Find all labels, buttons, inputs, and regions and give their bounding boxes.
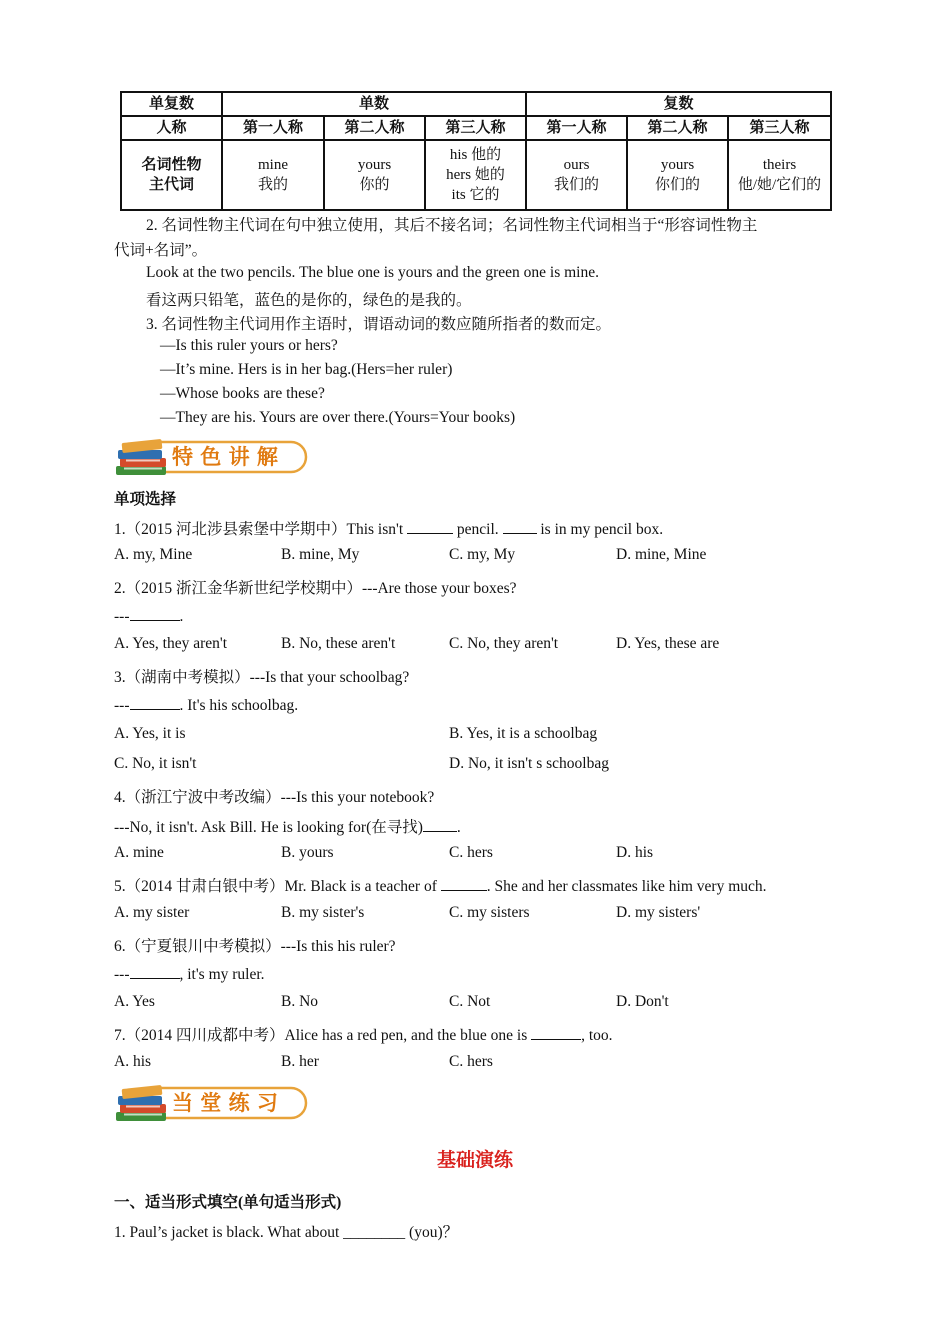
dialogue-line: —Whose books are these? [160,385,325,402]
fill-question-1: 1. Paul’s jacket is black. What about ________ (you)？ [114,1224,459,1241]
possessive-pronoun-table [120,91,832,211]
table-cell: theirs 他/她/它们的 [728,140,831,210]
option-d: D. my sisters' [616,904,701,921]
answer-blank [407,519,453,534]
question-6: 6.（宁夏银川中考模拟）---Is this his ruler? [114,938,396,955]
table-header-third-singular: 第三人称 [425,116,526,140]
option-c: C. No, it isn't [114,755,197,772]
option-c: C. my sisters [449,904,530,921]
table-row-label: 名词性物 主代词 [121,140,222,210]
question-3-answer: --- . It's his schoolbag. [114,697,299,714]
dialogue-line: —It’s mine. Hers is in her bag.(Hers=her ruler) [160,361,453,378]
table-cell: his 他的 hers 她的 its 它的 [425,140,526,210]
answer-blank [503,519,537,534]
option-b: B. No [281,993,319,1010]
question-4: 4.（浙江宁波中考改编）---Is this your notebook? [114,789,435,806]
question-7: 7.（2014 四川成都中考）Alice has a red pen, and the blue one is , too. [114,1027,613,1044]
table-header-plural: 复数 [526,92,831,116]
option-d: D. mine, Mine [616,546,707,563]
option-a: A. my, Mine [114,546,193,563]
dialogue-line: —They are his. Yours are over there.(Yours=Your books) [160,409,516,426]
answer-blank [441,876,487,891]
question-2-answer: --- . [114,608,184,625]
table-cell: mine 我的 [222,140,324,210]
question-2: 2.（2015 浙江金华新世纪学校期中）---Are those your boxes? [114,580,517,597]
section-title: 基础演练 [436,1150,513,1171]
option-b: B. No, these aren't [281,635,396,652]
option-b: B. Yes, it is a schoolbag [449,725,598,742]
table-header-second-plural: 第二人称 [627,116,728,140]
answer-blank [130,964,180,979]
option-c: C. hers [449,844,493,861]
option-b: B. her [281,1053,319,1070]
note-2-line2: 代词+名词”。 [114,242,208,259]
banner-feature-explanation [112,434,312,480]
option-c: C. hers [449,1053,493,1070]
answer-blank [130,606,180,621]
table-header-third-plural: 第三人称 [728,116,831,140]
option-a: A. mine [114,844,164,861]
example-chinese: 看这两只铅笔，蓝色的是你的，绿色的是我的。 [146,292,472,309]
option-d: D. Don't [616,993,669,1010]
option-d: D. No, it isn't s schoolbag [449,755,609,772]
answer-blank [423,817,457,832]
table-cell: ours 我们的 [526,140,627,210]
answer-blank [531,1025,581,1040]
example-english: Look at the two pencils. The blue one is yours and the green one is mine. [146,264,599,281]
books-icon [112,434,312,480]
banner-label: 特 色 讲 解 [172,445,278,469]
option-d: D. his [616,844,654,861]
option-b: B. yours [281,844,334,861]
banner-label: 当 堂 练 习 [172,1091,278,1115]
question-1: 1.（2015 河北涉县索堡中学期中）This isn't pencil. is in my pencil box. [114,521,664,538]
books-icon [112,1080,312,1126]
option-a: A. my sister [114,904,190,921]
option-b: B. mine, My [281,546,360,563]
table-header-person: 人称 [121,116,222,140]
option-c: C. my, My [449,546,516,563]
table-header-first-plural: 第一人称 [526,116,627,140]
option-a: A. Yes [114,993,155,1010]
table-header-second-singular: 第二人称 [324,116,425,140]
note-3: 3. 名词性物主代词用作主语时，谓语动词的数应随所指者的数而定。 [146,316,612,333]
question-6-answer: --- , it's my ruler. [114,966,265,983]
option-c: C. No, they aren't [449,635,559,652]
table-cell: yours 你的 [324,140,425,210]
table-header-first-singular: 第一人称 [222,116,324,140]
mc-title: 单项选择 [114,491,177,508]
answer-blank [130,695,180,710]
banner-class-practice [112,1080,312,1126]
table-cell: yours 你们的 [627,140,728,210]
option-a: A. Yes, it is [114,725,186,742]
option-b: B. my sister's [281,904,365,921]
table-header-number: 单复数 [121,92,222,116]
question-4-answer: ---No, it isn't. Ask Bill. He is looking for(在寻找) . [114,819,461,836]
note-2-line1: 2. 名词性物主代词在句中独立使用，其后不接名词；名词性物主代词相当于“形容词性物主 [146,217,758,234]
dialogue-line: —Is this ruler yours or hers? [160,337,338,354]
option-a: A. his [114,1053,152,1070]
option-a: A. Yes, they aren't [114,635,228,652]
question-3: 3.（湖南中考模拟）---Is that your schoolbag? [114,669,410,686]
question-5: 5.（2014 甘肃白银中考）Mr. Black is a teacher of . She and her classmates like him very much. [114,878,767,895]
option-d: D. Yes, these are [616,635,720,652]
part-1-title: 一、适当形式填空(单句适当形式) [114,1194,342,1211]
option-c: C. Not [449,993,491,1010]
table-header-singular: 单数 [222,92,526,116]
